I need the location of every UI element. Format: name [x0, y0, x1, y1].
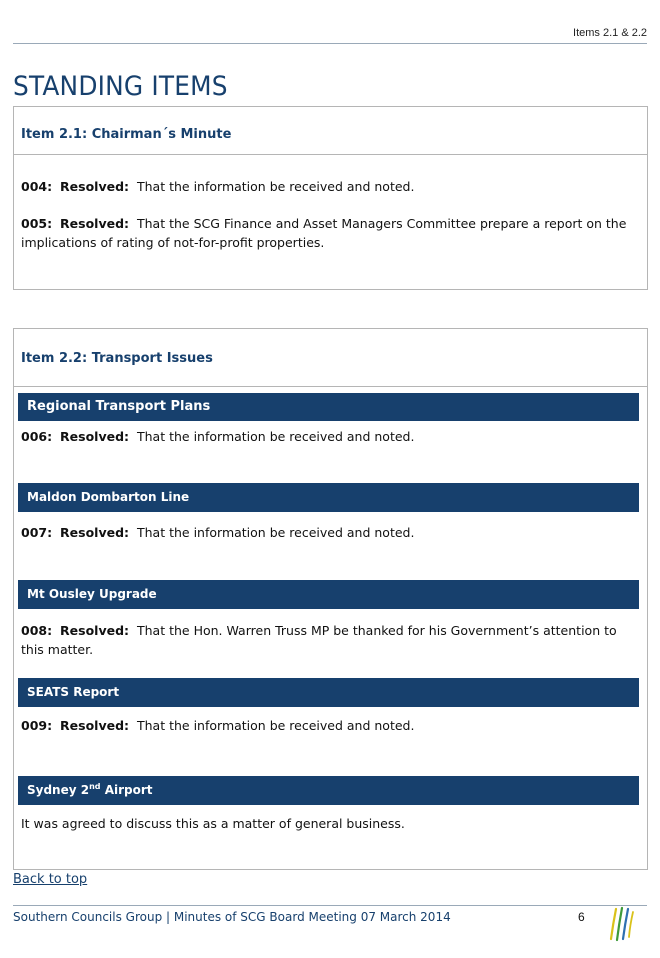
resolution-label: Resolved: [60, 718, 130, 733]
resolution-005 [14, 214, 647, 252]
bar-text-post: Airport [100, 783, 153, 797]
resolution-009 [14, 716, 647, 735]
section-bar-regional-transport-plans: Regional Transport Plans [18, 393, 639, 421]
section-bar-sydney-2nd-airport [18, 776, 639, 805]
resolution-text: That the information be received and noted. [137, 525, 415, 540]
general-business-note: It was agreed to discuss this as a matter of general business. [21, 816, 405, 831]
resolution-008 [14, 621, 647, 659]
resolution-text: That the information be received and noted. [137, 718, 415, 733]
resolution-number: 007: [21, 525, 53, 540]
resolution-number: 008: [21, 623, 53, 638]
resolution-label: Resolved: [60, 216, 130, 231]
resolution-004 [14, 177, 647, 196]
section-bar-seats-report: SEATS Report [18, 678, 639, 707]
resolution-label: Resolved: [60, 429, 130, 444]
resolution-006 [14, 427, 647, 446]
page-number: 6 [578, 910, 585, 924]
bar-text-pre: Sydney 2 [27, 783, 90, 797]
resolution-007 [14, 523, 647, 542]
resolution-text: That the SCG Finance and Asset Managers Committee prepare a report on the implications of rating of not-for-profit properties. [21, 216, 627, 250]
resolution-number: 006: [21, 429, 53, 444]
item-2-2-box [13, 328, 648, 870]
resolution-text: That the Hon. Warren Truss MP be thanked for his Government’s attention to this matter. [21, 623, 617, 657]
footer-divider [13, 905, 647, 906]
section-bar-maldon-dombarton-line: Maldon Dombarton Line [18, 483, 639, 512]
resolution-number: 005: [21, 216, 53, 231]
footer-title: Southern Councils Group | Minutes of SCG Board Meeting 07 March 2014 [13, 910, 451, 924]
resolution-label: Resolved: [60, 623, 130, 638]
section-bar-mt-ousley-upgrade: Mt Ousley Upgrade [18, 580, 639, 609]
bar-text-superscript: nd [89, 782, 101, 791]
resolution-label: Resolved: [60, 525, 130, 540]
back-to-top-link[interactable]: Back to top [13, 872, 88, 887]
resolution-label: Resolved: [60, 179, 130, 194]
resolution-number: 009: [21, 718, 53, 733]
scg-logo-icon [607, 906, 637, 942]
item-2-1-heading: Item 2.1: Chairman´s Minute [14, 107, 647, 155]
item-2-1-box [13, 106, 648, 290]
page-title: STANDING ITEMS [13, 71, 228, 102]
header-divider [13, 43, 647, 44]
resolution-text: That the information be received and noted. [137, 429, 415, 444]
header-section-label: Items 2.1 & 2.2 [573, 27, 647, 39]
resolution-number: 004: [21, 179, 53, 194]
item-2-2-heading: Item 2.2: Transport Issues [14, 329, 647, 387]
resolution-text: That the information be received and noted. [137, 179, 415, 194]
